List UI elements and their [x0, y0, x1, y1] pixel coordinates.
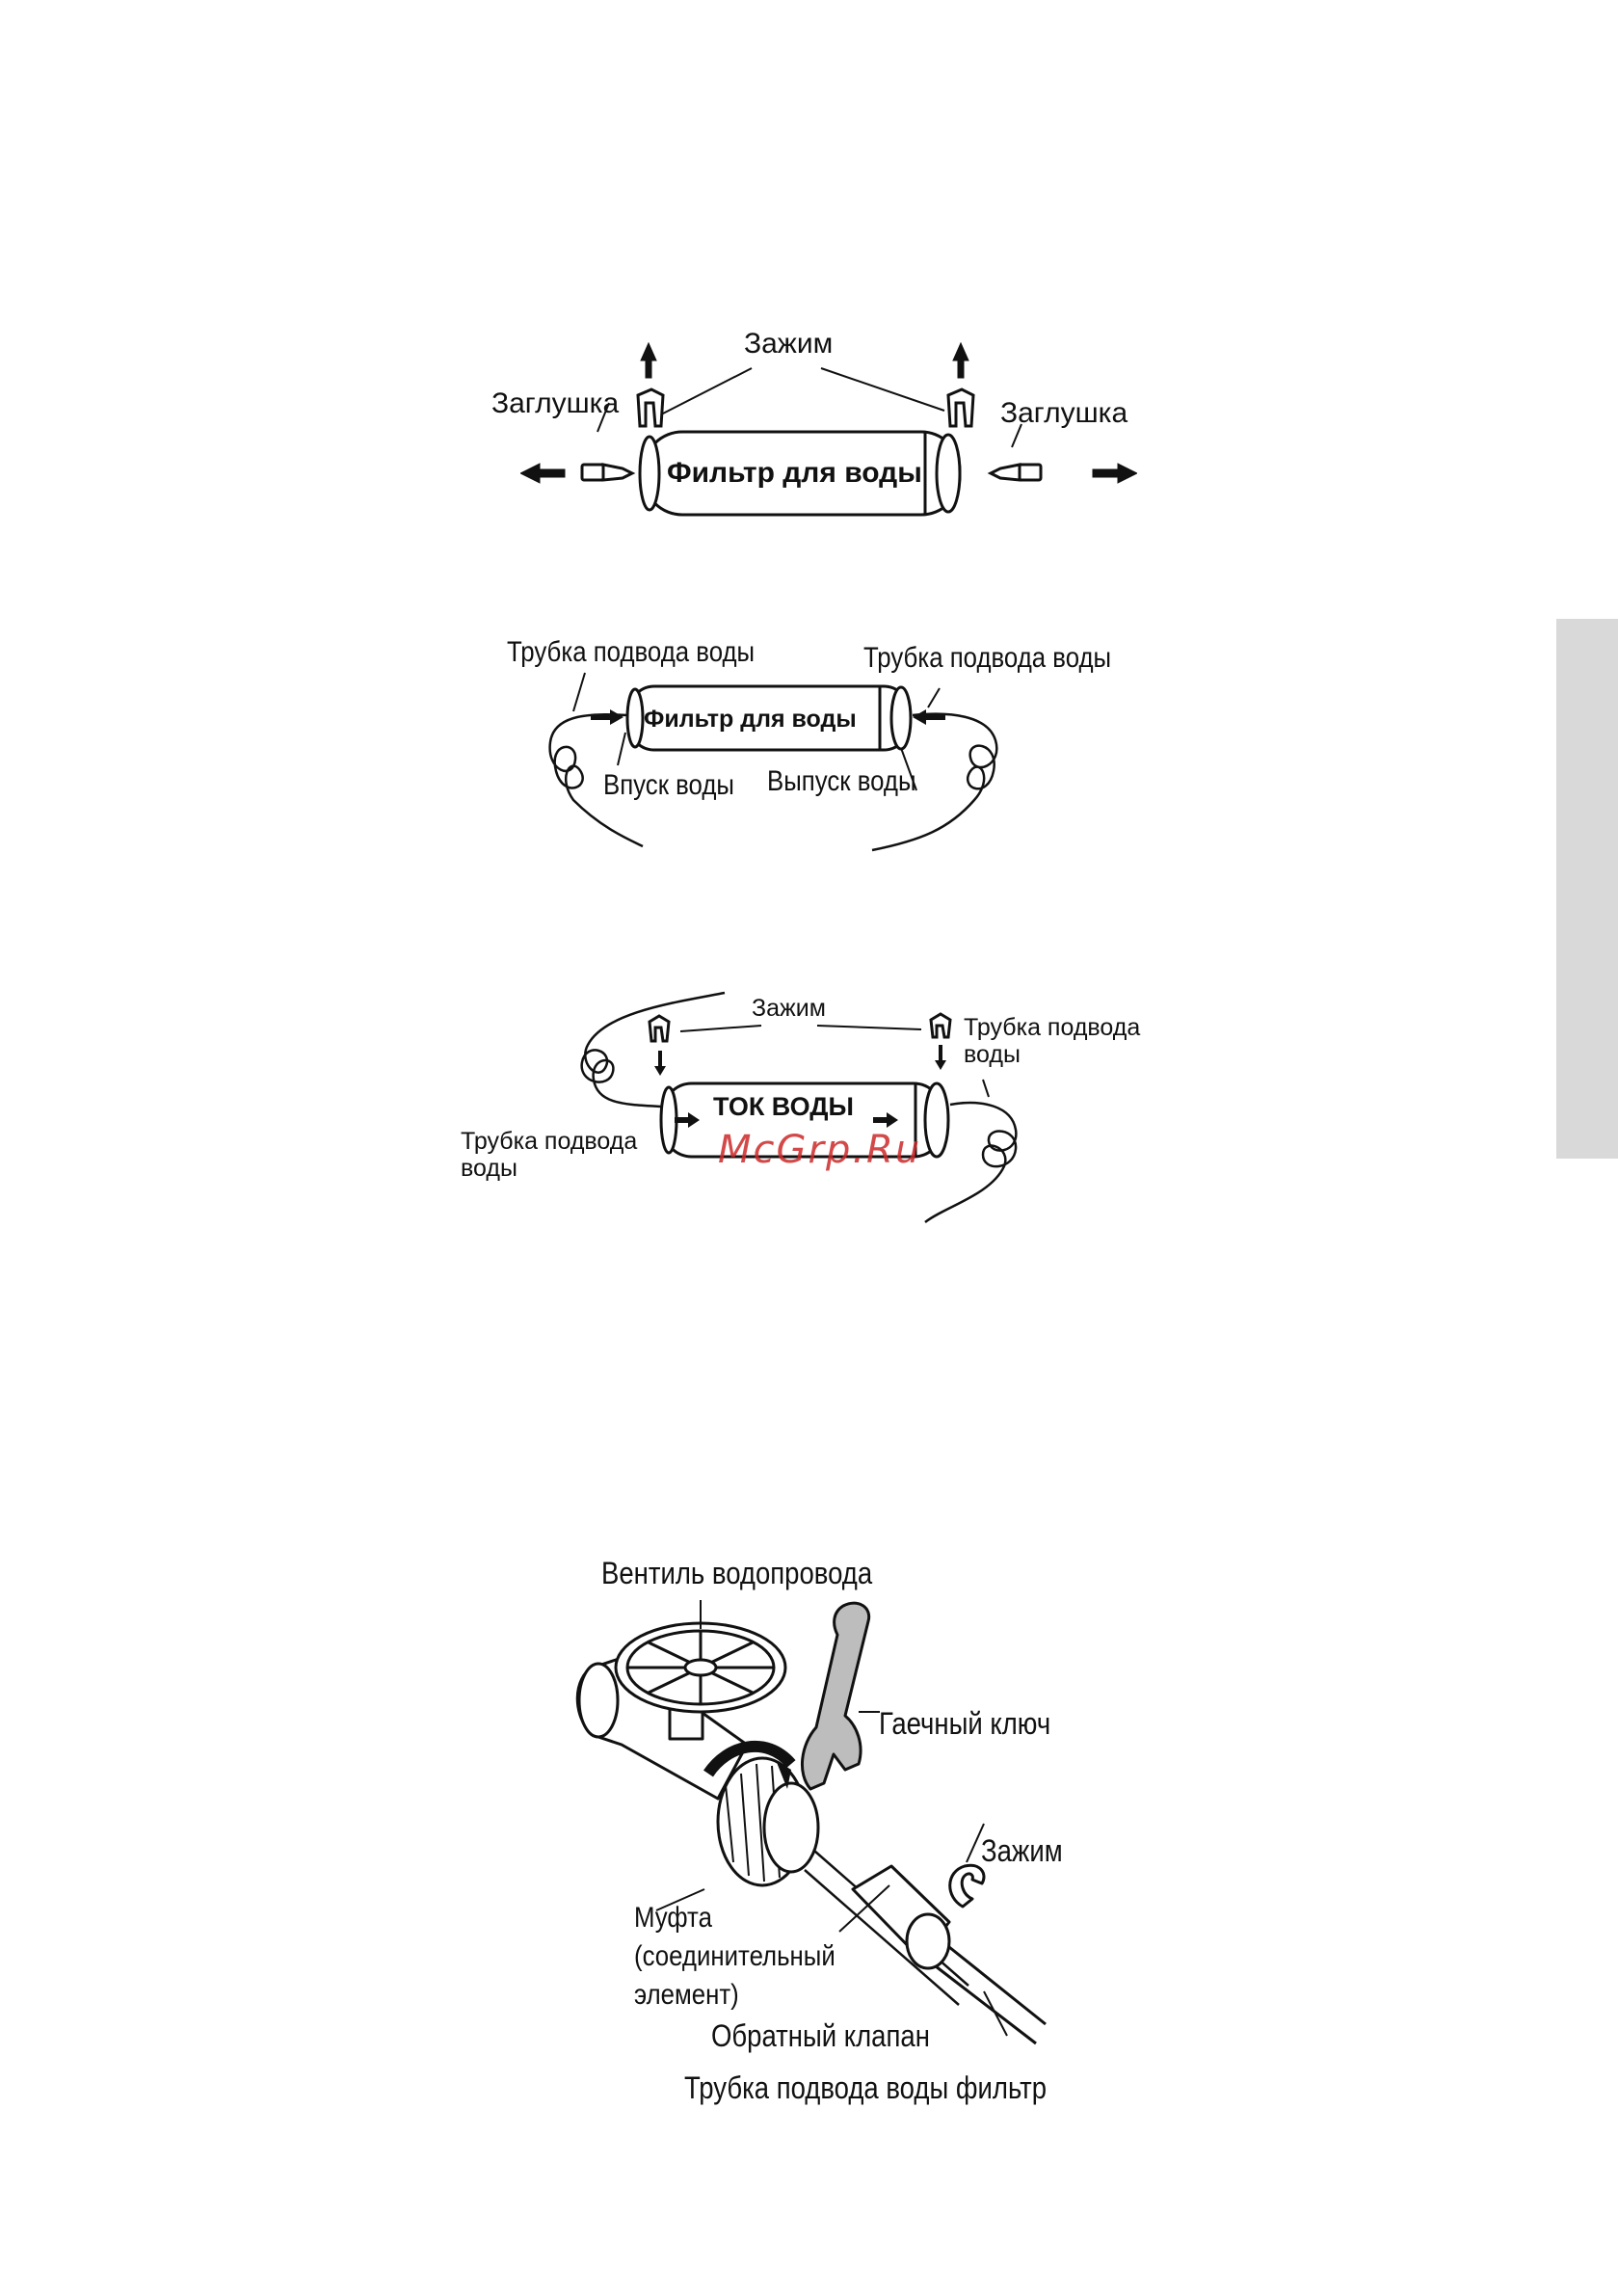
- section-tab: [1556, 619, 1618, 1159]
- watermark: McGrp.Ru: [718, 1128, 922, 1172]
- fig3-tube-left-label: Трубка подвода воды: [461, 1128, 638, 1182]
- fig4-wrench-label: Гаечный ключ: [879, 1706, 1051, 1741]
- fig4-coupling-label: Муфта (соединительный элемент): [634, 1902, 836, 2011]
- fig1-plug-right-label: Заглушка: [1000, 397, 1128, 429]
- fig2-outlet-label: Выпуск воды: [767, 765, 916, 797]
- fig3-flow-label: ТОК ВОДЫ: [713, 1092, 854, 1121]
- fig4-clamp-label: Зажим: [981, 1833, 1063, 1868]
- fig4-check-valve-label: Обратный клапан: [711, 2018, 930, 2053]
- fig4-valve-label: Вентиль водопровода: [601, 1556, 873, 1590]
- fig1-plug-left-label: Заглушка: [491, 387, 620, 419]
- fig3-tube-right-label: Трубка подвода воды: [964, 1014, 1141, 1068]
- fig2-inlet-label: Впуск воды: [603, 769, 734, 801]
- fig1-clamp-label: Зажим: [744, 328, 834, 360]
- fig2-tube-left-label: Трубка подвода воды: [507, 636, 756, 668]
- fig2-filter-label: Фильтр для воды: [644, 706, 857, 733]
- fig1-filter-label: Фильтр для воды: [667, 457, 922, 489]
- fig2-tube-right-label: Трубка подвода воды: [863, 642, 1112, 674]
- fig4-filter-tube-label: Трубка подвода воды фильтр: [684, 2070, 1048, 2105]
- fig3-clamp-label: Зажим: [752, 995, 826, 1022]
